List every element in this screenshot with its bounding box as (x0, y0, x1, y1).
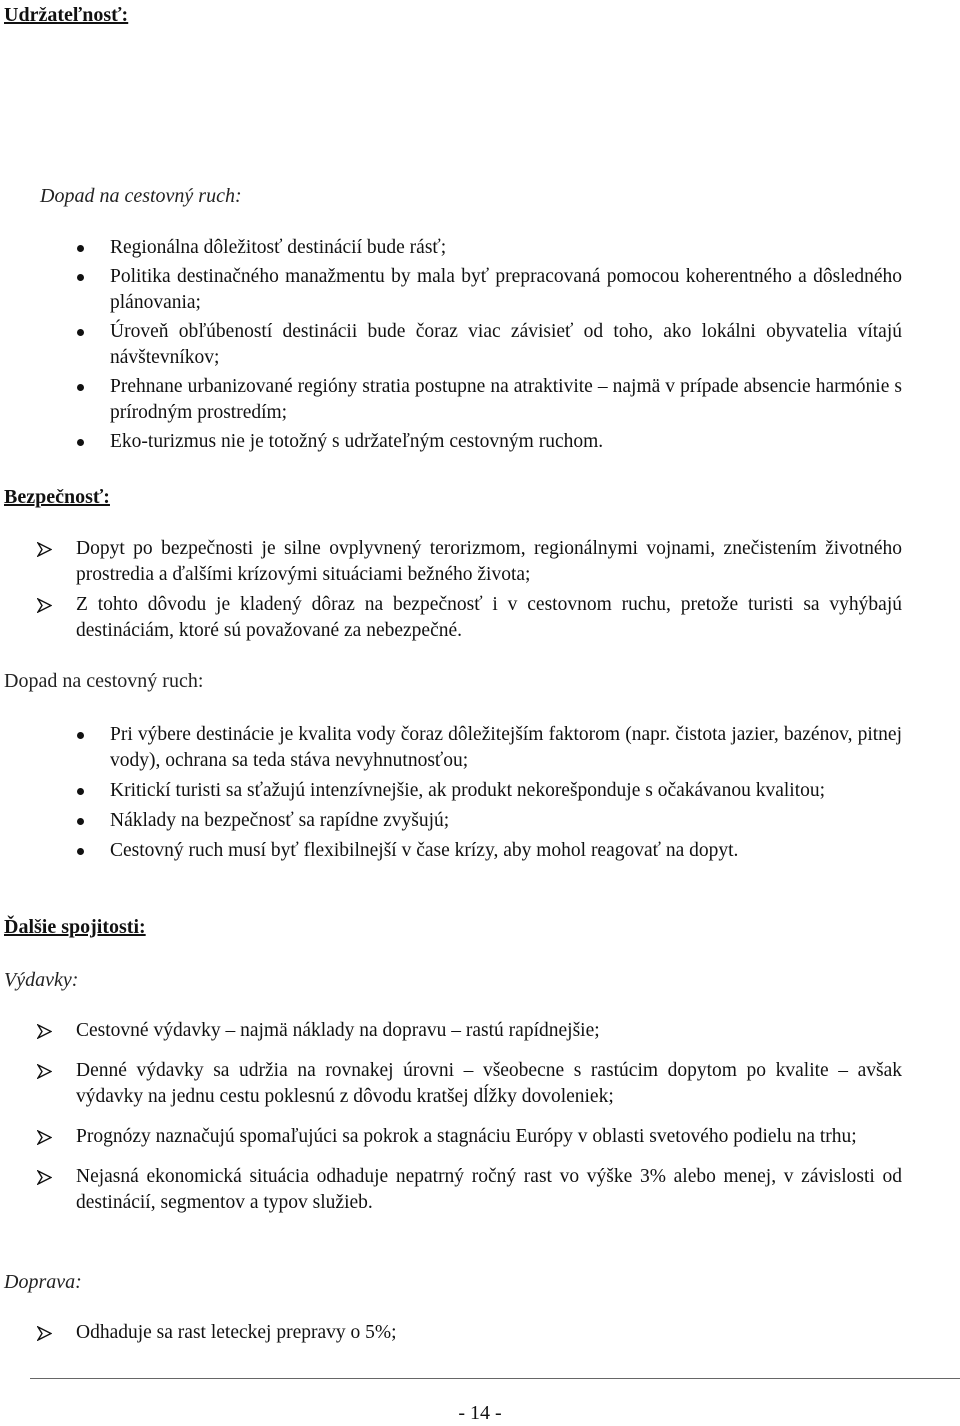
list-item (110, 235, 902, 261)
dot-bullet-icon (77, 439, 84, 446)
list-item (76, 1164, 902, 1216)
list-item-text: Z tohto dôvodu je kladený dôraz na bezpečnosť i v cestovnom ruchu, pretože turisti sa vyhýbajú destináciám, ktoré sú považované za nebezpečné. (76, 594, 902, 641)
dot-bullet-icon (77, 732, 84, 739)
dot-bullet-icon (77, 245, 84, 252)
dot-bullet-icon (77, 274, 84, 281)
list-item-text: Pri výbere destinácie je kvalita vody čoraz dôležitejším faktorom (napr. čistota jazier, bazénov, pitnej vody), ochrana sa teda stáva nevyhnutnosťou; (110, 724, 902, 771)
arrowhead-bullet-icon (37, 1024, 52, 1039)
section-heading-udrzatelnost: Udržateľnosť: (4, 4, 129, 26)
list-item (110, 838, 902, 864)
arrowhead-bullet-icon (37, 1326, 52, 1341)
list-item-text: Prognózy naznačujú spomaľujúci sa pokrok a stagnáciu Európy v oblasti svetového podielu na trhu; (76, 1126, 857, 1147)
list-item (76, 592, 902, 644)
dot-bullet-icon (77, 818, 84, 825)
list-item-text: Náklady na bezpečnosť sa rapídne zvyšujú; (110, 810, 450, 831)
list-item-text: Odhaduje sa rast leteckej prepravy o 5%; (76, 1322, 397, 1343)
list-item-text: Kritickí turisti sa sťažujú intenzívnejšie, ak produkt nekorešponduje s očakávanou kvalitou; (110, 780, 826, 801)
list-item (110, 429, 902, 455)
list-item (110, 264, 902, 316)
list-item-text: Politika destinačného manažmentu by mala byť prepracovaná pomocou koherentného a dôsledného plánovania; (110, 266, 902, 313)
arrowhead-bullet-icon (37, 1130, 52, 1145)
section-heading-bezpecnost: Bezpečnosť: (4, 486, 110, 508)
subsection-title-impact-1: Dopad na cestovný ruch: (40, 185, 242, 207)
dot-bullet-icon (77, 329, 84, 336)
list-item-text: Cestovný ruch musí byť flexibilnejší v čase krízy, aby mohol reagovať na dopyt. (110, 840, 739, 861)
list-item-text: Dopyt po bezpečnosti je silne ovplyvnený terorizmom, regionálnymi vojnami, znečistením životného prostredia a ďalšími krízovými situáciami bežného života; (76, 538, 902, 585)
list-item-text: Prehnane urbanizované regióny stratia postupne na atraktivite – najmä v prípade absencie harmónie s prírodným prostredím; (110, 376, 902, 423)
dot-bullet-icon (77, 384, 84, 391)
footer-divider (30, 1378, 960, 1379)
list-item-text: Nejasná ekonomická situácia odhaduje nepatrný ročný rast vo výške 3% alebo menej, v závislosti od destinácií, segmentov a typov služieb. (76, 1166, 902, 1213)
list-item (76, 1124, 902, 1150)
arrowhead-bullet-icon (37, 1170, 52, 1185)
list-item-text: Regionálna dôležitosť destinácií bude rásť; (110, 237, 447, 258)
list-item-text: Denné výdavky sa udržia na rovnakej úrovni – všeobecne s rastúcim dopytom po kvalite – avšak výdavky na jednu cestu poklesnú z dôvodu kratšej dĺžky dovoleniek; (76, 1060, 902, 1107)
dot-bullet-icon (77, 788, 84, 795)
impact-2-list (110, 722, 902, 864)
list-item (110, 808, 902, 834)
arrowhead-bullet-icon (37, 598, 52, 613)
bezpecnost-list (76, 536, 902, 644)
list-item-text: Cestovné výdavky – najmä náklady na dopravu – rastú rapídnejšie; (76, 1020, 600, 1041)
list-item (110, 778, 902, 804)
arrowhead-bullet-icon (37, 542, 52, 557)
subsection-title-doprava: Doprava: (4, 1271, 82, 1293)
vydavky-list (76, 1018, 902, 1216)
list-item (76, 536, 902, 588)
subsection-title-impact-2: Dopad na cestovný ruch: (4, 670, 204, 692)
page-number: - 14 - (458, 1402, 502, 1424)
subsection-title-vydavky: Výdavky: (4, 969, 79, 991)
arrowhead-bullet-icon (37, 1064, 52, 1079)
list-item (110, 722, 902, 774)
dot-bullet-icon (77, 848, 84, 855)
list-item (76, 1018, 902, 1044)
list-item (110, 319, 902, 371)
doprava-list (76, 1320, 902, 1346)
list-item (76, 1058, 902, 1110)
list-item (110, 374, 902, 426)
section-heading-dalsie: Ďalšie spojitosti: (4, 916, 146, 938)
impact-1-list (110, 235, 902, 455)
list-item-text: Úroveň obľúbeností destinácii bude čoraz viac závisieť od toho, ako lokálni obyvatelia vítajú návštevníkov; (110, 321, 902, 368)
list-item-text: Eko-turizmus nie je totožný s udržateľným cestovným ruchom. (110, 431, 604, 452)
list-item (76, 1320, 902, 1346)
